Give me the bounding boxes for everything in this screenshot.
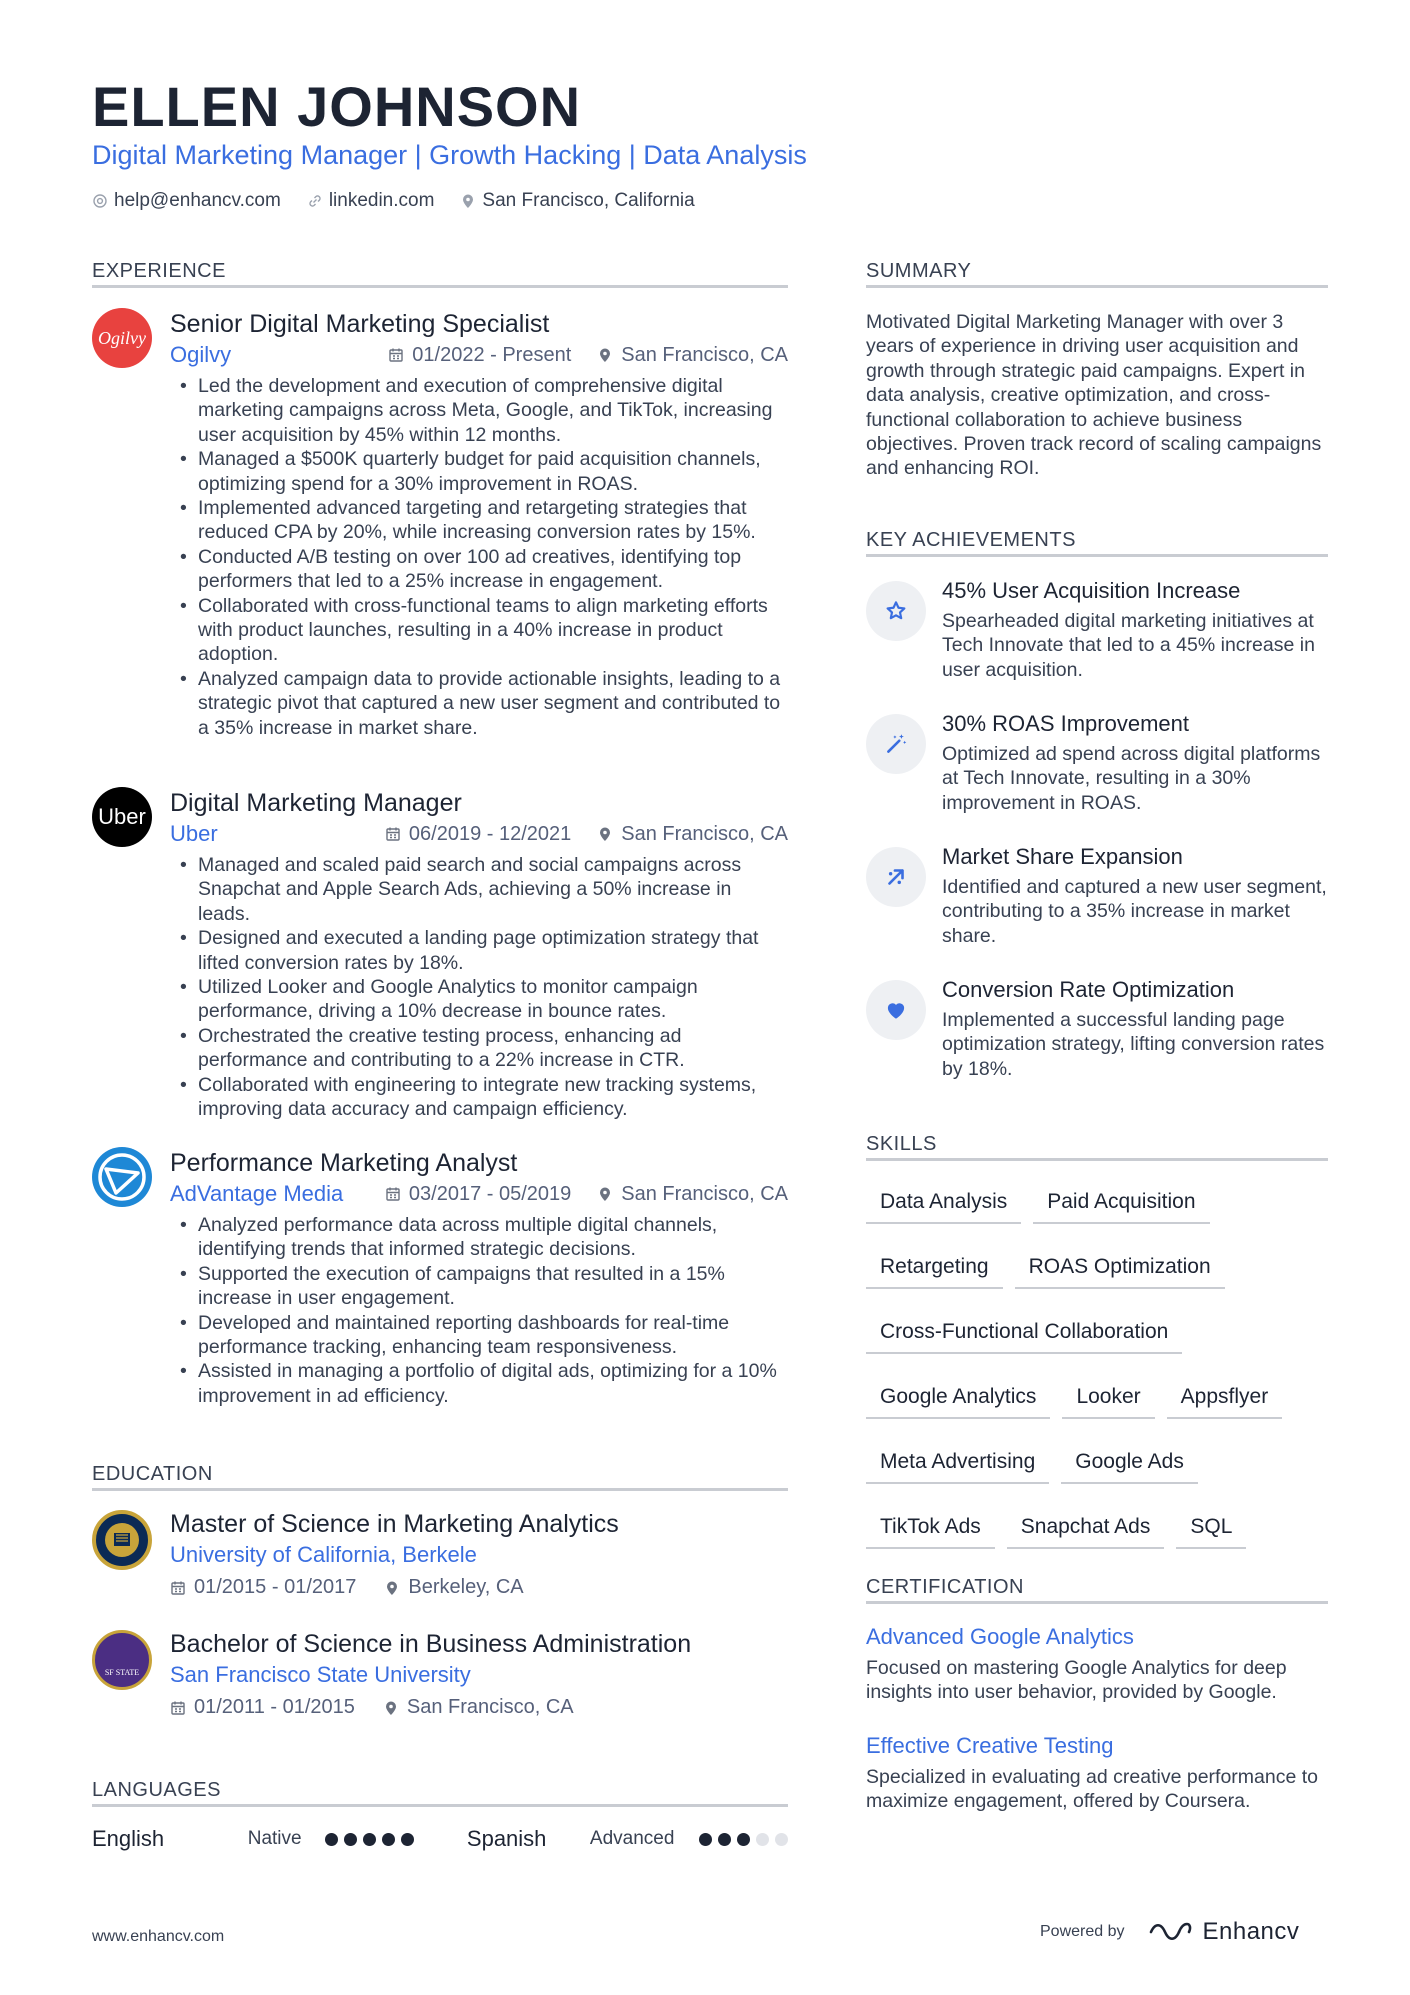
job-bullets [170, 1213, 788, 1408]
bullet: • Led the development and execution of comprehensive digital marketing campaigns across Meta, Google, and TikTok, increasing user acquisition by 45% within 12 months. [170, 374, 788, 447]
job-title: Senior Digital Marketing Specialist [170, 310, 550, 338]
contact-location-text: San Francisco, California [482, 190, 695, 211]
footer-website[interactable]: www.enhancv.com [92, 1928, 225, 1945]
achievement-title: Market Share Expansion [942, 844, 1183, 869]
bullet: • Developed and maintained reporting dashboards for real-time performance tracking, enhancing team responsiveness. [170, 1311, 788, 1360]
magic-wand-icon [866, 714, 926, 774]
bullet: • Managed and scaled paid search and social campaigns across Snapchat and Apple Search Ads, achieving a 50% increase in leads. [170, 853, 788, 926]
job-title: Digital Marketing Manager [170, 789, 462, 817]
experience-heading: EXPERIENCE [92, 260, 226, 282]
certification-title[interactable]: Effective Creative Testing [866, 1733, 1114, 1758]
job-title: Performance Marketing Analyst [170, 1149, 518, 1177]
achievement-title: 45% User Acquisition Increase [942, 578, 1241, 603]
summary-divider [866, 285, 1328, 288]
job-dates: 06/2019 - 12/2021 [385, 823, 571, 846]
calendar-icon [170, 1580, 186, 1596]
achievement-title: Conversion Rate Optimization [942, 977, 1235, 1002]
bullet: • Assisted in managing a portfolio of digital ads, optimizing for a 10% improvement in ad efficiency. [170, 1359, 788, 1408]
berkeley-seal-logo [92, 1510, 152, 1570]
education-item [92, 1628, 788, 1719]
location-pin-icon [597, 1186, 613, 1202]
calendar-icon [388, 347, 404, 363]
job-bullets [170, 374, 788, 740]
achievement-title: 30% ROAS Improvement [942, 711, 1189, 736]
certification-title[interactable]: Advanced Google Analytics [866, 1624, 1134, 1649]
bullet: • Utilized Looker and Google Analytics to monitor campaign performance, driving a 10% decrease in bounce rates. [170, 975, 788, 1024]
uber-logo: Uber [92, 787, 152, 847]
skill-tag: SQL [1176, 1507, 1246, 1549]
company-name[interactable]: AdVantage Media [170, 1181, 344, 1206]
achievement-item [866, 843, 1330, 948]
location-pin-icon [597, 347, 613, 363]
experience-item [92, 1147, 788, 1408]
contact-email-text: help@enhancv.com [114, 190, 281, 211]
achievement-desc: Identified and captured a new user segment, contributing to a 35% increase in market share. [942, 876, 1327, 947]
powered-by-label: Powered by [1040, 1923, 1125, 1940]
languages-list [92, 1826, 788, 1852]
language-rating [699, 1833, 788, 1846]
achievements-divider [866, 554, 1328, 557]
job-bullets [170, 853, 788, 1121]
language-level: Native [247, 1828, 302, 1849]
skills-list [866, 1182, 1336, 1572]
certification-desc: Focused on mastering Google Analytics for deep insights into user behavior, provided by Google. [866, 1657, 1287, 1704]
skill-tag: Appsflyer [1167, 1377, 1283, 1419]
rating-dot-filled [344, 1833, 357, 1846]
compass-logo-icon [92, 1147, 152, 1207]
contact-linkedin-text: linkedin.com [328, 190, 435, 211]
achievement-desc: Optimized ad spend across digital platforms at Tech Innovate, resulting in a 30% improvement in ROAS. [942, 743, 1321, 814]
bullet: • Collaborated with engineering to integrate new tracking systems, improving data accuracy and campaign efficiency. [170, 1073, 788, 1122]
summary-heading: SUMMARY [866, 260, 972, 282]
achievement-item [866, 577, 1330, 682]
bullet: • Implemented advanced targeting and retargeting strategies that reduced CPA by 20%, while increasing conversion rates by 15%. [170, 496, 788, 545]
candidate-name: ELLEN JOHNSON [92, 75, 582, 138]
education-divider [92, 1488, 788, 1491]
job-dates: 03/2017 - 05/2019 [385, 1183, 571, 1206]
skill-tag: Looker [1062, 1377, 1154, 1419]
bullet: • Conducted A/B testing on over 100 ad creatives, identifying top performers that led to a 25% increase in engagement. [170, 545, 788, 594]
rating-dot-filled [401, 1833, 414, 1846]
link-icon [307, 193, 323, 209]
skill-tag: Cross-Functional Collaboration [866, 1312, 1182, 1354]
contact-linkedin[interactable] [307, 190, 435, 212]
company-name[interactable]: Uber [170, 821, 218, 846]
bullet: • Analyzed performance data across multiple digital channels, identifying trends that informed strategic decisions. [170, 1213, 788, 1262]
skills-heading: SKILLS [866, 1133, 937, 1155]
ogilvy-logo: Ogilvy [92, 308, 152, 368]
experience-item [92, 308, 788, 740]
job-location: San Francisco, CA [597, 823, 788, 846]
edu-location: Berkeley, CA [384, 1576, 523, 1599]
skill-tag: Paid Acquisition [1033, 1182, 1209, 1224]
languages-divider [92, 1804, 788, 1807]
edu-dates: 01/2015 - 01/2017 [170, 1576, 356, 1599]
advantage-media-logo [92, 1147, 152, 1207]
skill-tag: Snapchat Ads [1007, 1507, 1165, 1549]
location-pin-icon [597, 826, 613, 842]
skill-tag: Google Analytics [866, 1377, 1050, 1419]
location-pin-icon [383, 1700, 399, 1716]
school-name[interactable]: San Francisco State University [170, 1662, 471, 1687]
calendar-icon [385, 826, 401, 842]
certification-desc: Specialized in evaluating ad creative performance to maximize engagement, offered by Coursera. [866, 1766, 1319, 1813]
language-level: Advanced [589, 1828, 675, 1849]
experience-divider [92, 285, 788, 288]
job-dates: 01/2022 - Present [388, 344, 571, 367]
bullet: • Supported the execution of campaigns that resulted in a 15% increase in user engagement. [170, 1262, 788, 1311]
edu-location: San Francisco, CA [383, 1696, 574, 1719]
certification-item [866, 1733, 1336, 1814]
certification-divider [866, 1601, 1328, 1604]
education-heading: EDUCATION [92, 1463, 213, 1485]
job-location: San Francisco, CA [597, 344, 788, 367]
bullet: • Collaborated with cross-functional teams to align marketing efforts with product launches, resulting in a 40% increase in product adoption. [170, 594, 788, 667]
growth-arrow-icon [866, 847, 926, 907]
sf-state-seal-logo: SF STATE [92, 1630, 152, 1690]
contact-location [460, 190, 694, 212]
bullet: • Managed a $500K quarterly budget for paid acquisition channels, optimizing spend for a 30% improvement in ROAS. [170, 447, 788, 496]
candidate-headline: Digital Marketing Manager | Growth Hacking | Data Analysis [92, 140, 807, 170]
rating-dot-filled [718, 1833, 731, 1846]
certification-heading: CERTIFICATION [866, 1576, 1024, 1598]
skill-tag: TikTok Ads [866, 1507, 995, 1549]
skill-tag: Data Analysis [866, 1182, 1021, 1224]
calendar-icon [170, 1700, 186, 1716]
company-name[interactable]: Ogilvy [170, 342, 232, 367]
achievements-heading: KEY ACHIEVEMENTS [866, 529, 1076, 551]
achievement-item [866, 976, 1330, 1081]
degree: Master of Science in Marketing Analytics [170, 1510, 619, 1538]
rating-dot-empty [756, 1833, 769, 1846]
edu-dates: 01/2011 - 01/2015 [170, 1696, 355, 1719]
rating-dot-filled [382, 1833, 395, 1846]
rating-dot-filled [363, 1833, 376, 1846]
seal-icon [96, 1514, 148, 1566]
bullet: • Designed and executed a landing page optimization strategy that lifted conversion rates by 18%. [170, 926, 788, 975]
skill-tag: Retargeting [866, 1247, 1003, 1289]
footer-branding [1040, 1918, 1299, 1946]
rating-dot-filled [325, 1833, 338, 1846]
rating-dot-empty [775, 1833, 788, 1846]
education-item [92, 1508, 788, 1599]
enhancv-logo[interactable] [1147, 1918, 1300, 1946]
degree: Bachelor of Science in Business Administration [170, 1630, 692, 1658]
achievement-desc: Spearheaded digital marketing initiatives at Tech Innovate that led to a 45% increase in user acquisition. [942, 610, 1315, 681]
location-pin-icon [460, 193, 476, 209]
language-name: Spanish [466, 1826, 547, 1851]
calendar-icon [385, 1186, 401, 1202]
bullet: • Orchestrated the creative testing process, enhancing ad performance and contributing to a 22% increase in CTR. [170, 1024, 788, 1073]
job-location: San Francisco, CA [597, 1183, 788, 1206]
enhancv-mark-icon [1147, 1920, 1195, 1944]
heart-icon [866, 980, 926, 1040]
skill-tag: Google Ads [1061, 1442, 1198, 1484]
bullet: • Analyzed campaign data to provide actionable insights, leading to a strategic pivot that captured a new user segment and contributed to a 35% increase in market share. [170, 667, 788, 740]
skill-tag: Meta Advertising [866, 1442, 1049, 1484]
contact-email[interactable] [92, 190, 281, 212]
rating-dot-filled [737, 1833, 750, 1846]
certification-item [866, 1624, 1336, 1705]
contact-bar [92, 190, 695, 212]
star-icon [866, 581, 926, 641]
location-pin-icon [384, 1580, 400, 1596]
at-icon [92, 193, 108, 209]
school-name[interactable]: University of California, Berkele [170, 1542, 477, 1567]
rating-dot-filled [699, 1833, 712, 1846]
experience-item [92, 787, 788, 1121]
skills-divider [866, 1158, 1328, 1161]
languages-heading: LANGUAGES [92, 1779, 221, 1801]
language-name: English [92, 1826, 165, 1851]
enhancv-wordmark: Enhancv [1202, 1918, 1300, 1945]
skill-tag: ROAS Optimization [1015, 1247, 1225, 1289]
achievement-item [866, 710, 1330, 815]
language-rating [325, 1833, 467, 1846]
summary-text: Motivated Digital Marketing Manager with over 3 years of experience in driving user acquisition and growth through strategic paid campaigns. Expert in data analysis, creative optimization, and cross-functional collaboration to achieve business objectives. Proven track record of scaling campaigns and enhancing ROI. [866, 311, 1322, 480]
achievement-desc: Implemented a successful landing page optimization strategy, lifting conversion rates by 18%. [942, 1009, 1325, 1080]
